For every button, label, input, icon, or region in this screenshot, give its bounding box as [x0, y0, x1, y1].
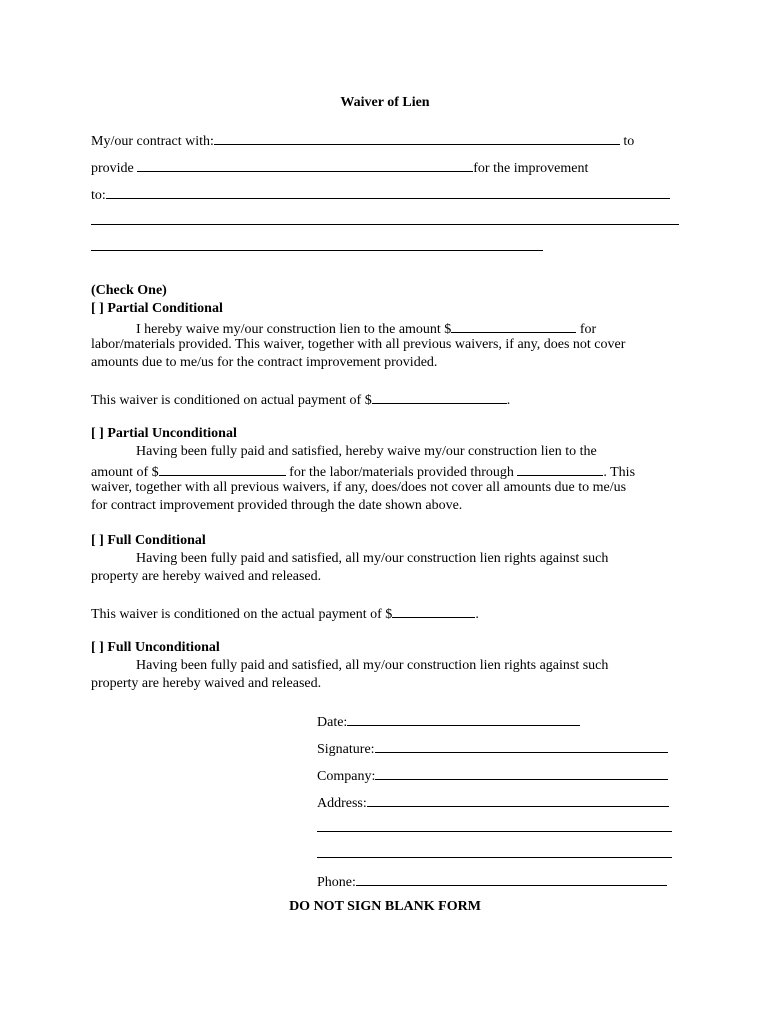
full-conditional-condition-label: This waiver is conditioned on the actual payment of $ [91, 607, 393, 622]
partial-unconditional-through-label: for the labor/materials provided through [289, 465, 514, 480]
partial-conditional-payment-field[interactable] [372, 389, 507, 404]
improvement-label: for the improvement [473, 161, 589, 176]
full-conditional-line-1-text: Having been fully paid and satisfied, all my/our construction lien rights against such [136, 551, 609, 566]
signature-field[interactable] [375, 738, 668, 753]
contract-line-2 [91, 157, 588, 178]
date-label: Date: [317, 715, 348, 730]
full-unconditional-line-2: property are hereby waived and released. [91, 676, 322, 691]
contract-with-label: My/our contract with: [91, 134, 214, 149]
signature-label: Signature: [317, 742, 375, 757]
address-field-line-3[interactable] [317, 857, 672, 858]
contract-to-label: to [623, 134, 635, 149]
partial-unconditional-line-3: waiver, together with all previous waivers, if any, does/does not cover all amounts due to me/us [91, 480, 627, 495]
contract-line-1 [91, 130, 634, 151]
full-conditional-line-1 [91, 550, 608, 568]
address-field-line-2[interactable] [317, 831, 672, 832]
company-field[interactable] [375, 765, 668, 780]
provide-field[interactable] [137, 157, 473, 172]
partial-unconditional-amount-field[interactable] [159, 461, 286, 476]
company-row [317, 765, 668, 786]
phone-field[interactable] [356, 871, 667, 886]
phone-label: Phone: [317, 875, 356, 890]
full-conditional-line-2: property are hereby waived and released. [91, 569, 322, 584]
partial-conditional-heading[interactable]: [ ] Partial Conditional [91, 301, 223, 316]
address-row [317, 792, 669, 813]
partial-conditional-condition-label: This waiver is conditioned on actual payment of $ [91, 393, 372, 408]
full-unconditional-line-1-text: Having been fully paid and satisfied, all my/our construction lien rights against such [136, 658, 609, 673]
partial-conditional-amount-field[interactable] [451, 318, 576, 333]
partial-conditional-period: . [506, 393, 511, 408]
partial-unconditional-line-1 [91, 443, 597, 461]
date-field[interactable] [347, 711, 580, 726]
page-title: Waiver of Lien [340, 95, 430, 110]
improvement-to-field[interactable] [106, 184, 670, 199]
full-unconditional-line-1 [91, 657, 608, 675]
partial-unconditional-line-4: for contract improvement provided through the date shown above. [91, 498, 463, 513]
partial-unconditional-line-1-text: Having been fully paid and satisfied, hereby waive my/our construction lien to the [136, 444, 597, 459]
full-unconditional-heading[interactable]: [ ] Full Unconditional [91, 640, 220, 655]
full-conditional-period: . [475, 607, 479, 622]
address-field[interactable] [367, 792, 669, 807]
company-label: Company: [317, 769, 376, 784]
check-one-heading: (Check One) [91, 283, 167, 298]
improvement-to-field-line-2[interactable] [91, 224, 679, 225]
full-conditional-condition [91, 603, 479, 624]
partial-unconditional-through-field[interactable] [517, 461, 603, 476]
improvement-to-field-line-3[interactable] [91, 250, 543, 251]
partial-conditional-line-2: labor/materials provided. This waiver, together with all previous waivers, if any, does not cover [91, 337, 626, 352]
contract-line-3 [91, 184, 670, 205]
partial-conditional-condition [91, 389, 510, 410]
address-label: Address: [317, 796, 367, 811]
improvement-to-label: to: [91, 188, 106, 203]
full-conditional-payment-field[interactable] [392, 603, 475, 618]
do-not-sign-notice: DO NOT SIGN BLANK FORM [289, 899, 481, 914]
partial-unconditional-heading[interactable]: [ ] Partial Unconditional [91, 426, 237, 441]
signature-row [317, 738, 668, 759]
date-row [317, 711, 580, 732]
partial-conditional-for-label: for [579, 322, 597, 337]
partial-conditional-line-3: amounts due to me/us for the contract improvement provided. [91, 355, 438, 370]
full-conditional-heading[interactable]: [ ] Full Conditional [91, 533, 206, 548]
partial-unconditional-amount-label: amount of $ [91, 465, 159, 480]
contract-with-field[interactable] [214, 130, 620, 145]
phone-row [317, 871, 667, 892]
partial-conditional-amount-label: I hereby waive my/our construction lien to the amount $ [136, 322, 452, 337]
provide-label: provide [91, 161, 134, 176]
partial-unconditional-this-label: . This [603, 465, 636, 480]
